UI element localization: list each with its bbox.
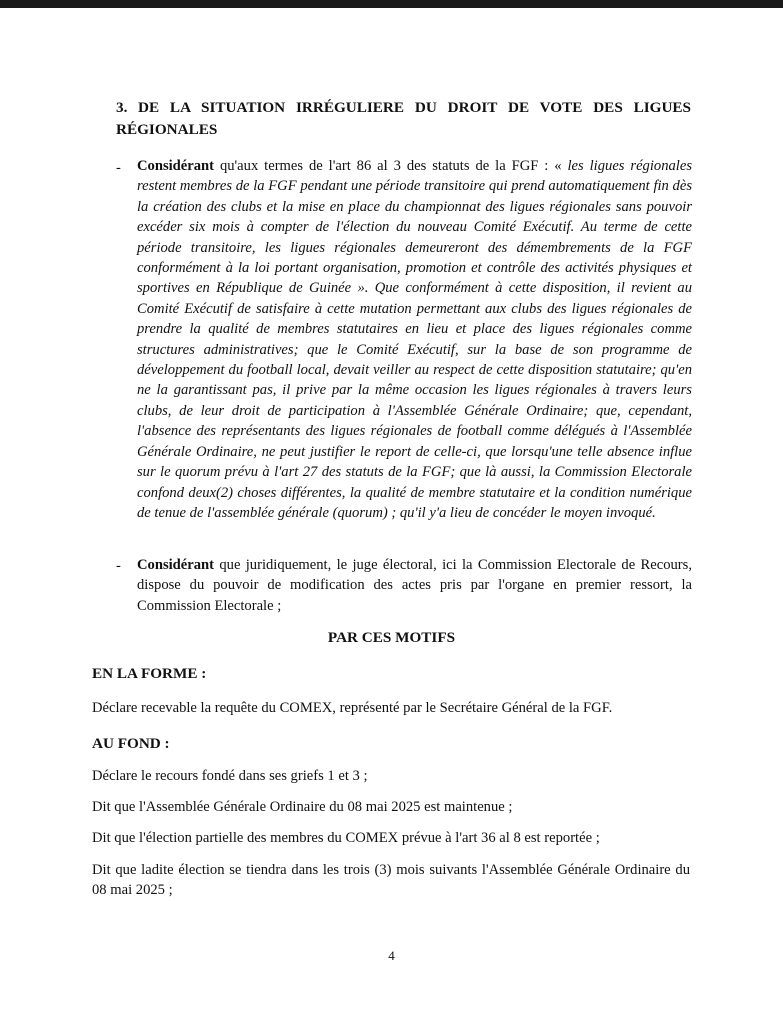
- considerant-bold-2: Considérant: [137, 557, 215, 573]
- fond-line-4: Dit que ladite élection se tiendra dans les trois (3) mois suivants l'Assemblée Générale Ordinaire du 08 mai 2025 ;: [92, 862, 690, 899]
- considerant-text-2: que juridiquement, le juge électoral, ici la Commission Electorale de Recours, dispose du pouvoir de modification des actes pris par l'organe en premier ressort, la Commission Electorale ;: [137, 557, 692, 614]
- considerant-quote-1: les ligues régionales restent membres de la FGF pendant une période transitoire qui prend automatiquement fin dès la création des clubs et la mise en place du championnat des ligues régionales sans pouvoir excéder six mois à compter de l'élection du nouveau Comité Exécutif. Au terme de cette période transitoire, les ligues régionales demeureront des démembrements de la FGF conformément à la loi portant organisation, promotion et contrôle des activités physiques et sportives en République de Guinée ». Que conformément à cette disposition, il revient au Comité Exécutif de satisfaire à cette mutation permettant aux clubs des ligues régionales de prendre la qualité de membres statutaires en lieu et place des ligues régionales comme structures administratives; que le Comité Exécutif, sur la base de son programme de développement du football local, devait veiller au respect de cette disposition statutaire; qu'en ne la garantissant pas, il prive par la même occasion les ligues régionales à travers leurs clubs, de leur droit de participation à l'Assemblée Générale Ordinaire; que, cependant, l'absence des représentants des ligues régionales de football comme délégués à l'Assemblée Générale Ordinaire, ne peut justifier le report de celle-ci, que lorsqu'une telle absence influe sur le quorum prévu à l'art 27 des statuts de la FGF; que là aussi, la Commission Electorale confond deux(2) choses différentes, la qualité de membre statutaire et la condition numérique de tenue de l'assemblée générale (quorum) ; qu'il y'a lieu de concéder le moyen invoqué.: [137, 158, 693, 521]
- en-la-forme-heading: EN LA FORME :: [92, 665, 207, 682]
- forme-text: Déclare recevable la requête du COMEX, représenté par le Secrétaire Général de la FGF.: [92, 700, 613, 716]
- section-3-number: 3.: [116, 99, 128, 116]
- section-3-title: DE LA SITUATION IRRÉGULIERE DU DROIT DE VOTE DES LIGUES RÉGIONALES: [116, 99, 691, 138]
- bullet-dash-1: -: [116, 160, 121, 176]
- par-ces-motifs-title: PAR CES MOTIFS: [327, 629, 456, 646]
- au-fond-heading: AU FOND :: [92, 735, 170, 752]
- considerant-paragraph-2: [137, 555, 692, 616]
- considerant-paragraph-1: [137, 156, 692, 523]
- considerant-bold-1: Considérant: [137, 158, 215, 174]
- considerant-intro-1: qu'aux termes de l'art 86 al 3 des statuts de la FGF : «: [214, 158, 568, 174]
- bullet-dash-2: -: [116, 558, 121, 574]
- section-3-heading: [116, 97, 691, 141]
- fond-line-2: Dit que l'Assemblée Générale Ordinaire du 08 mai 2025 est maintenue ;: [92, 799, 513, 815]
- page-number: 4: [388, 948, 395, 963]
- fond-line-3: Dit que l'élection partielle des membres du COMEX prévue à l'art 36 al 8 est reportée ;: [92, 830, 600, 846]
- fond-line-1: Déclare le recours fondé dans ses griefs 1 et 3 ;: [92, 768, 368, 784]
